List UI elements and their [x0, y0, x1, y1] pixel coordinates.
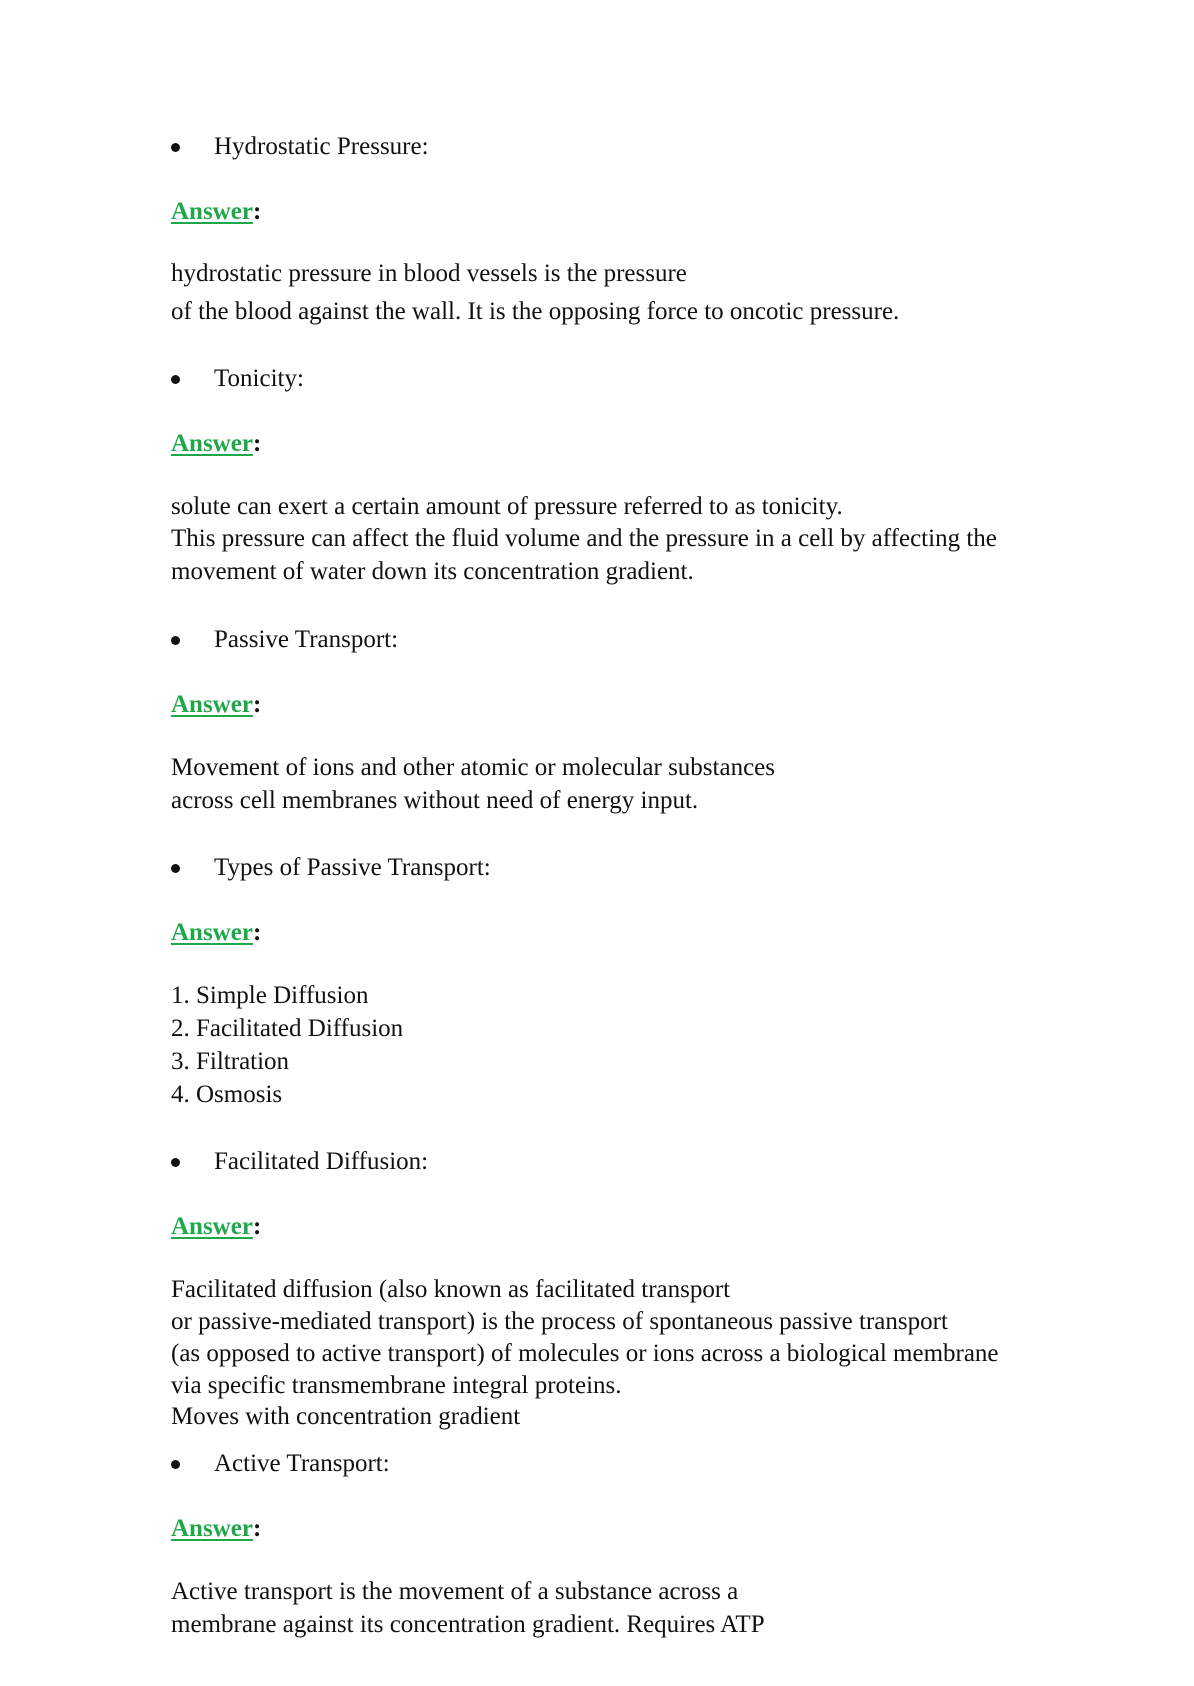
answer-colon: :: [252, 198, 262, 225]
answer-label: [171, 1211, 261, 1243]
answer-text-line: hydrostatic pressure in blood vessels is the pressure: [171, 260, 687, 287]
answer-text-line: across cell membranes without need of energy input.: [171, 787, 699, 814]
answer-link[interactable]: Answer: [171, 1515, 253, 1542]
bullet-heading: Active Transport:: [214, 1450, 390, 1477]
answer-link[interactable]: Answer: [171, 430, 253, 457]
bullet-heading: Types of Passive Transport:: [214, 854, 491, 881]
answer-text-line: Facilitated diffusion (also known as facilitated transport: [171, 1276, 731, 1303]
answer-text-line: membrane against its concentration gradient. Requires ATP: [171, 1611, 765, 1638]
bullet-dot-icon: [171, 1158, 180, 1167]
answer-link[interactable]: Answer: [171, 198, 253, 225]
answer-text-line: This pressure can affect the fluid volume and the pressure in a cell by affecting the: [171, 525, 997, 552]
bullet-dot-icon: [171, 375, 180, 384]
bullet-heading: Passive Transport:: [214, 626, 399, 653]
bullet-heading: Tonicity:: [214, 365, 304, 392]
answer-link[interactable]: Answer: [171, 1213, 253, 1240]
bullet-heading: Hydrostatic Pressure:: [214, 133, 429, 160]
answer-text-line: (as opposed to active transport) of molecules or ions across a biological membrane: [171, 1340, 999, 1367]
answer-text-line: solute can exert a certain amount of pressure referred to as tonicity.: [171, 493, 843, 520]
answer-label: [171, 1513, 261, 1545]
answer-colon: :: [252, 919, 262, 946]
bullet-dot-icon: [171, 636, 180, 645]
answer-colon: :: [252, 430, 262, 457]
answer-text-line: via specific transmembrane integral proteins.: [171, 1372, 622, 1399]
answer-link[interactable]: Answer: [171, 691, 253, 718]
list-item: 2. Facilitated Diffusion: [171, 1015, 404, 1042]
bullet-heading: Facilitated Diffusion:: [214, 1148, 429, 1175]
answer-label: [171, 689, 261, 721]
answer-text-line: or passive-mediated transport) is the process of spontaneous passive transport: [171, 1308, 948, 1335]
answer-link[interactable]: Answer: [171, 919, 253, 946]
answer-text-line: Active transport is the movement of a substance across a: [171, 1578, 739, 1605]
answer-label: [171, 428, 261, 460]
answer-text-line: Movement of ions and other atomic or molecular substances: [171, 754, 776, 781]
bullet-dot-icon: [171, 1460, 180, 1469]
answer-label: [171, 917, 261, 949]
bullet-dot-icon: [171, 143, 180, 152]
list-item: 1. Simple Diffusion: [171, 982, 369, 1009]
bullet-dot-icon: [171, 864, 180, 873]
list-item: 4. Osmosis: [171, 1081, 283, 1108]
answer-colon: :: [252, 1515, 262, 1542]
list-item: 3. Filtration: [171, 1048, 290, 1075]
answer-text-line: Moves with concentration gradient: [171, 1403, 521, 1430]
answer-colon: :: [252, 691, 262, 718]
answer-label: [171, 196, 261, 228]
answer-text-line: movement of water down its concentration gradient.: [171, 558, 694, 585]
answer-text-line: of the blood against the wall. It is the opposing force to oncotic pressure.: [171, 298, 900, 325]
answer-colon: :: [252, 1213, 262, 1240]
